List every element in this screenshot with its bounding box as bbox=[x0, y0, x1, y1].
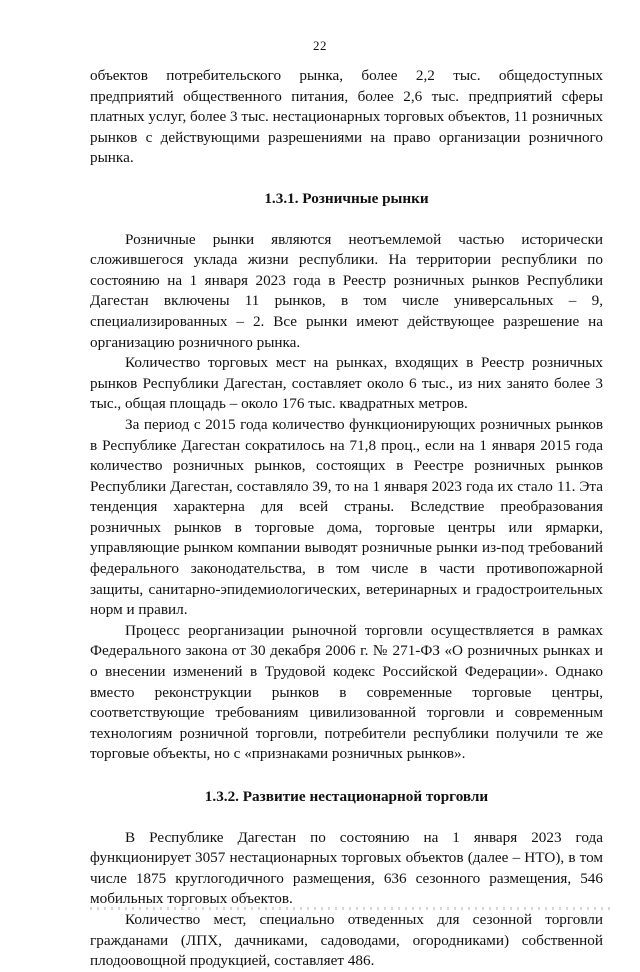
scan-bottom-edge bbox=[90, 907, 610, 910]
paragraph: Процесс реорганизации рыночной торговли осуществляется в рамках Федерального закона от 30 декабря 2006 г. № 271-ФЗ «О розничных рынках и о внесении изменений в Трудовой кодекс Российской Федерации». Однако вместо реконструкции рынков в современные торговые центры, соответствующие требованиям цивилизованной торговли и современным технологиям розничной торговли, потребители республики получили те же торговые объекты, но с «признаками розничных рынков». bbox=[90, 621, 603, 763]
paragraph: В Республике Дагестан по состоянию на 1 января 2023 года функционирует 3057 нестационарных торговых объектов (далее – НТО), в том числе 1875 круглогодичного размещения, 636 сезонного размещения, 546 мобильных торговых объектов. bbox=[90, 828, 603, 908]
page-content bbox=[90, 66, 603, 972]
section-heading-non-stationary-trade: 1.3.2. Развитие нестационарной торговли bbox=[204, 788, 489, 805]
page-number: 22 bbox=[313, 38, 327, 53]
paragraph: За период с 2015 года количество функционирующих розничных рынков в Республике Дагестан сократилось на 71,8 проц., если на 1 января 2015 года количество розничных рынков, состоящих в Реестре розничных рынков Республики Дагестан, составляло 39, то на 1 января 2023 года их стало 11. Эта тенденция характерна для всей страны. Вследствие преобразования розничных рынков в торговые дома, торговые центры или ярмарки, управляющие рынком компании выводят розничные рынки из-под требований федерального законодательства, в том числе в части противопожарной защиты, санитарно-эпидемиологических, ветеринарных и градостроительных норм и правил. bbox=[90, 415, 603, 619]
paragraph: Количество мест, специально отведенных для сезонной торговли гражданами (ЛПХ, дачниками, садоводами, огородниками) собственной плодоовощной продукцией, составляет 486. bbox=[90, 910, 603, 970]
intro-paragraph: объектов потребительского рынка, более 2,2 тыс. общедоступных предприятий общественного питания, более 2,6 тыс. предприятий сферы платных услуг, более 3 тыс. нестационарных торговых объектов, 11 розничных рынков с действующими разрешениями на право организации розничного рынка. bbox=[90, 67, 603, 167]
paragraph: Розничные рынки являются неотъемлемой частью исторически сложившегося уклада жизни республики. На территории республики по состоянию на 1 января 2023 года в Реестр розничных рынков Республики Дагестан включены 11 рынков, в том числе универсальных – 9, специализированных – 2. Все рынки имеют действующее разрешение на организацию розничного рынка. bbox=[90, 230, 603, 351]
paragraph: Количество торговых мест на рынках, входящих в Реестр розничных рынков Республики Дагестан, составляет около 6 тыс., из них занято более 3 тыс., общая площадь – около 176 тыс. квадратных метров. bbox=[90, 354, 603, 413]
section-heading-retail-markets: 1.3.1. Розничные рынки bbox=[264, 189, 429, 207]
